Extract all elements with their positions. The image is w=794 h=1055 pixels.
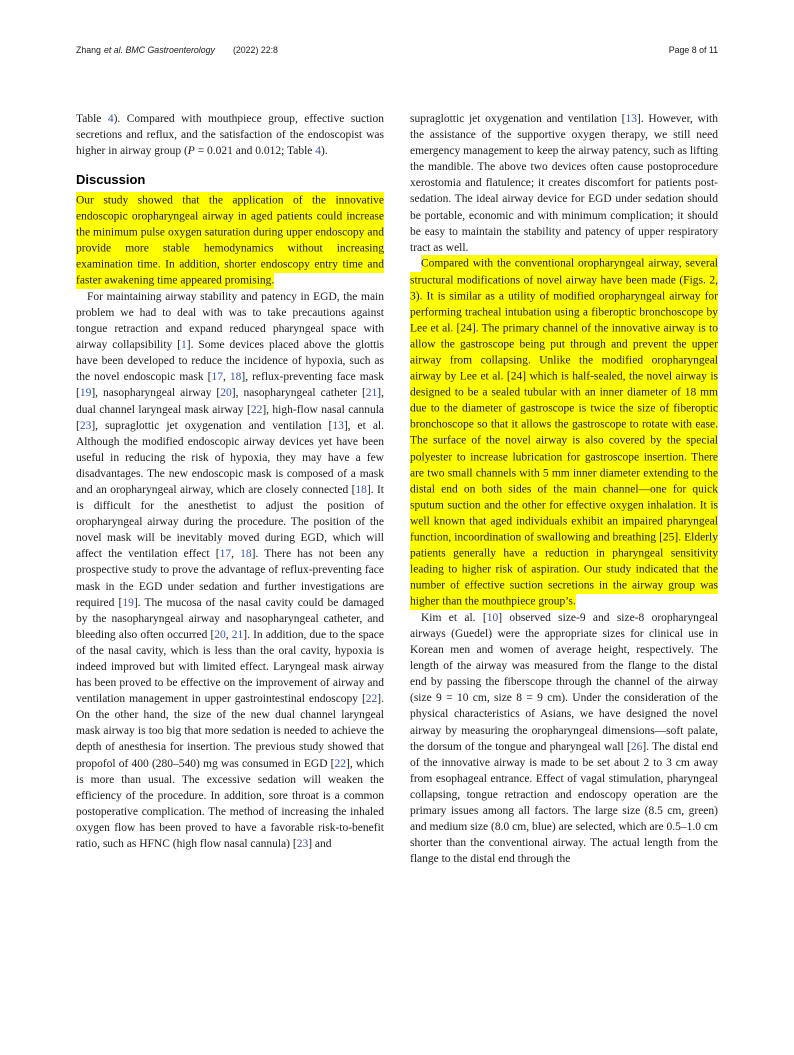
citation-link[interactable]: 17 <box>211 371 223 384</box>
text-segment: Kim et al. [ <box>421 611 487 624</box>
citation-link[interactable]: 17 <box>219 548 232 561</box>
citation-link[interactable]: 20 <box>220 387 232 400</box>
citation-link[interactable]: 21 <box>231 628 244 641</box>
text-segment: ). Compared with mouthpiece group, effective suction secretions and reflux, and the satisfaction of the endoscopist was higher in airway group ( <box>76 113 384 158</box>
text-segment: , <box>222 371 230 384</box>
text-segment: ]. The distal end of the innovative airway is made to be set about 2 to 3 cm away from esophageal entrance. Effect of vagal stimulation, pharyngeal collapsing, tongue retraction and endoscopy operation are the primary issues among all factors. The large size (8.5 cm, green) and medium size (8.0 cm, blue) are selected, which are 0.5–1.0 cm shorter than the conventional airway. The actual length from the flange to the distal end through the <box>410 740 718 866</box>
citation-link[interactable]: 26 <box>630 740 643 753</box>
text-segment: ]. Some devices placed above the glottis have been developed to reduce the incidence of hypoxia, such as the novel endoscopic mask [ <box>76 339 385 384</box>
paragraph-results-continued <box>76 111 384 159</box>
text-segment: ], nasopharyngeal catheter [ <box>231 387 366 400</box>
text-segment: ], dual channel laryngeal mask airway [ <box>76 387 384 416</box>
text-segment: ], reflux-preventing face mask [ <box>76 371 384 400</box>
paragraph-kim-airway-sizes <box>410 610 718 868</box>
italic-text: P <box>187 145 195 158</box>
text-segment: ] observed size-9 and size-8 oropharyngeal airways (Guedel) were the appropriate sizes for clinical use in Korean men and women of average height, respectively. The length of the airway was measured from the flange to the distal end by passing the fiberscope through the channel of the airway (size 9 = 10 cm, size 8 = 9 cm). Under the consideration of the physical characteristics of Asians, we have designed the novel airway by measuring the oropharyngeal dimensions—soft palate, the dorsum of the tongue and pharyngeal wall [ <box>410 611 719 753</box>
paragraph-novel-airway-design-highlighted <box>410 256 718 610</box>
text-segment: ). <box>321 145 328 158</box>
citation-link[interactable]: 22 <box>365 693 378 706</box>
citation-link[interactable]: 20 <box>214 628 226 641</box>
citation-link[interactable]: 13 <box>332 419 344 432</box>
citation-link[interactable]: 1 <box>181 339 187 352</box>
citation-link[interactable]: 19 <box>79 387 92 400</box>
citation-link[interactable]: 21 <box>365 387 378 400</box>
text-segment: , <box>231 548 241 561</box>
citation-link[interactable]: 22 <box>250 403 263 416</box>
text-segment: Table <box>76 113 108 125</box>
citation-link[interactable]: 18 <box>240 548 252 561</box>
citation-link[interactable]: 19 <box>122 596 134 609</box>
citation-link[interactable]: 22 <box>334 757 347 770</box>
text-segment: ]. There has not been any prospective study to prove the advantage of reflux-preventing face mask in the EGD under sedation and further investigations are required [ <box>76 548 384 609</box>
text-segment: ] and <box>308 838 332 851</box>
paragraph-supraglottic-continued <box>410 111 718 256</box>
text-segment: ], high-flow nasal cannula [ <box>76 403 385 432</box>
text-segment: ], supraglottic jet oxygenation and ventilation [ <box>91 419 333 432</box>
text-segment: ], which is more than usual. The excessive sedation will weaken the efficiency of the procedure. In addition, sore throat is a common postoperative complication. The method of increasing the inhaled oxygen flow has been proved to have a favorable risk-to-benefit ratio, such as HFNC (high flow nasal cannula) [ <box>76 757 384 851</box>
text-segment: ], nasopharyngeal airway [ <box>91 387 221 400</box>
text-segment: ]. It is difficult for the anesthetist to adjust the position of oropharyngeal airway during the procedure. The position of the novel mask will be inevitably moved during EGD, which will affect the ventilation effect [ <box>76 483 385 561</box>
text-segment: ]. The mucosa of the nasal cavity could be damaged by the nasopharyngeal airway and nasopharyngeal catheter, and bleeding also often occurred [ <box>76 596 384 641</box>
citation-link[interactable]: 10 <box>486 611 499 624</box>
text-segment: supraglottic jet oxygenation and ventilation [ <box>410 113 626 125</box>
paragraph-airway-devices-review <box>76 289 384 852</box>
issue-info: (2022) 22:8 <box>232 45 278 55</box>
text-segment: For maintaining airway stability and patency in EGD, the main problem we had to deal with was to take precautions against tongue retraction and expand reduced pharyngeal space with airway collapsibility [ <box>76 290 384 352</box>
page-header <box>76 45 718 55</box>
text-segment: ], et al. Although the modified endoscopic airway devices yet have been useful in reducing the risk of hypoxia, they may have a few disadvantages. The new endoscopic mask is composed of a mask and an oropharyngeal airway, which are closely connected [ <box>76 419 384 496</box>
citation-link[interactable]: 4 <box>315 145 322 158</box>
right-column <box>410 111 718 867</box>
citation-link[interactable]: 18 <box>355 483 367 496</box>
paragraph-study-summary-highlighted <box>76 192 384 289</box>
left-column <box>76 111 384 867</box>
citation-link[interactable]: 23 <box>79 419 92 432</box>
citation-link[interactable]: 4 <box>107 113 114 125</box>
text-segment: ]. On the other hand, the size of the new dual channel laryngeal mask airway is too big that more sedation is needed to achieve the depth of anesthesia for insertion. The previous study showed that propofol of 400 (280–540) mg was consumed in EGD [ <box>76 693 384 770</box>
citation-link[interactable]: 13 <box>625 113 637 125</box>
article-body <box>76 111 718 867</box>
citation-link[interactable]: 18 <box>229 371 242 384</box>
journal-citation <box>76 45 278 55</box>
discussion-heading: Discussion <box>76 172 146 188</box>
text-segment: Our study showed that the application of the innovative endoscopic oropharyngeal airway in aged patients could increase the minimum pulse oxygen saturation during upper endoscopy and provide more stable hemodynamics without increasing examination time. In addition, shorter endoscopy entry time and faster awakening time appeared promising. <box>76 192 384 289</box>
page-number: Page 8 of 11 <box>668 45 718 55</box>
text-segment: ]. In addition, due to the space of the nasal cavity, which is less than the oral cavity, hypoxia is indeed improved but with limited effect. Laryngeal mask airway has been proved to be effective on the improvement of airway and ventilation management in upper gastrointestinal endoscopy [ <box>76 628 384 706</box>
citation-link[interactable]: 23 <box>296 838 309 851</box>
journal-name: et al. BMC Gastroenterology <box>103 45 215 55</box>
author-name: Zhang <box>76 45 101 55</box>
text-segment: = 0.021 and 0.012; Table <box>194 145 316 158</box>
text-segment: , <box>225 628 232 641</box>
text-segment: ]. However, with the assistance of the supportive oxygen therapy, we still need emergency management to keep the airway patency, such as lifting the mandible. The above two devices often cause postoprocedure xerostomia and flatulence; it creates discomfort for patients post-sedation. The ideal airway device for EGD under sedation should be portable, economic and with minimum complication; it should be easy to maintain the stability and patency of upper respiratory tract as well. <box>410 113 718 254</box>
text-segment: Compared with the conventional oropharyngeal airway, several structural modifications of novel airway have been made (Figs. 2, 3). It is similar as a utility of modified oropharyngeal airway for performing tracheal intubation using a fiberoptic bronchoscope by Lee et al. [24]. The primary channel of the innovative airway is to allow the gastroscope being put through and prevent the upper airway from collapsing. Unlike the modified oropharyngeal airway by Lee et al. [24] which is half-sealed, the novel airway is designed to be a sealed tubular with an inner diameter of 18 mm due to the diameter of gastroscope is twice the size of fiberoptic bronchoscope so that it allows the gastroscope to rotate with ease. The surface of the novel airway is also covered by the special polyester to increase lubrication for gastroscope insertion. There are two small channels with 5 mm inner diameter extending to the distal end on both sides of the main channel—one for quick sputum suction and the other for effective oxygen inhalation. It is well known that aged individuals exhibit an impaired pharyngeal function, incoordination of swallowing and breathing [25]. Elderly patients generally have a reduction in pharyngeal sensitivity leading to higher risk of aspiration. Our study indicated that the number of effective suction secretions in the airway group was higher than the mouthpiece group’s. <box>410 255 718 610</box>
